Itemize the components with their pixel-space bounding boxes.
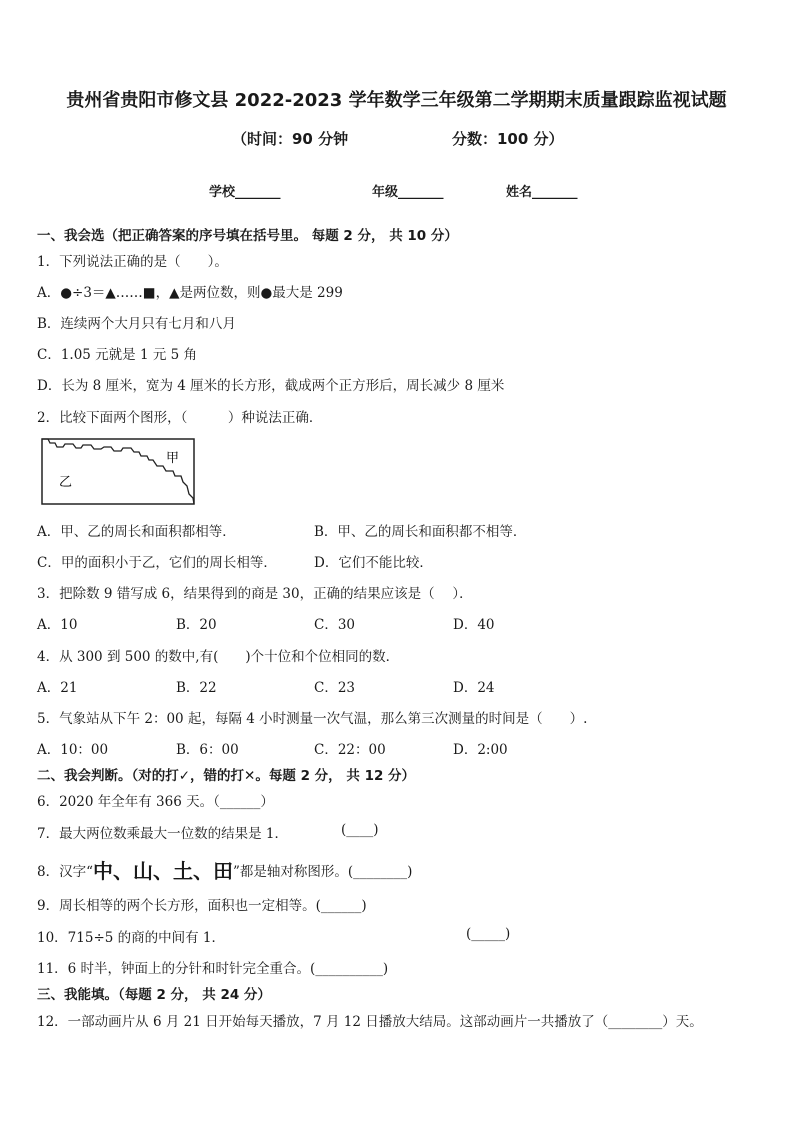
name-field: 姓名_______ xyxy=(506,185,578,200)
q3-option-c: C．30 xyxy=(314,617,356,633)
figure-dividing-line xyxy=(42,439,194,504)
q1-stem: 1．下列说法正确的是（ ）。 xyxy=(37,254,228,270)
q3-option-b: B．20 xyxy=(176,617,217,633)
q1-option-a: A．●÷3＝▲……■，▲是两位数，则●最大是 299 xyxy=(37,285,343,301)
q11: 11．6 时半，钟面上的分针和时针完全重合。(__________) xyxy=(37,961,389,977)
q12: 12．一部动画片从 6 月 21 日开始每天播放，7 月 12 日播放大结局。这部动画片一共播放了（________）天。 xyxy=(37,1014,703,1030)
q7: 7．最大两位数乘最大一位数的结果是 1． xyxy=(37,826,288,842)
q6: 6．2020 年全年有 366 天。（______） xyxy=(37,794,274,810)
section-2-heading: 二、我会判断。（对的打✓，错的打✕。每题 2 分， 共 12 分） xyxy=(37,768,416,784)
q3-option-d: D．40 xyxy=(453,617,495,633)
q5-option-b: B．6：00 xyxy=(176,742,239,758)
figure-label-yi: 乙 xyxy=(59,475,73,490)
q1-option-b: B．连续两个大月只有七月和八月 xyxy=(37,316,236,332)
q1-option-c: C．1.05 元就是 1 元 5 角 xyxy=(37,347,198,363)
q8 xyxy=(37,855,412,884)
q3-option-a: A．10 xyxy=(37,617,78,633)
q2-stem: 2．比较下面两个图形，（ ）种说法正确． xyxy=(37,410,323,426)
time-limit: （时间：90 分钟 xyxy=(232,130,349,148)
q7-answer-blank: (____) xyxy=(341,822,379,838)
q2-option-b: B．甲、乙的周长和面积都不相等． xyxy=(314,524,527,540)
q2-option-d: D．它们不能比较． xyxy=(314,555,433,571)
q10: 10．715÷5 的商的中间有 1． xyxy=(37,930,226,946)
q3-stem: 3．把除数 9 错写成 6，结果得到的商是 30，正确的结果应该是（ ）． xyxy=(37,586,473,602)
q10-answer-blank: (_____) xyxy=(466,926,511,942)
figure-label-jia: 甲 xyxy=(166,451,180,466)
q8-prefix: 8．汉字“ xyxy=(37,864,93,880)
grade-field: 年级_______ xyxy=(372,185,444,200)
q9: 9．周长相等的两个长方形，面积也一定相等。(______) xyxy=(37,898,367,914)
school-field: 学校_______ xyxy=(209,185,281,200)
q4-option-a: A．21 xyxy=(37,680,78,696)
total-score: 分数：100 分） xyxy=(452,130,564,148)
page-title: 贵州省贵阳市修文县 2022-2023 学年数学三年级第二学期期末质量跟踪监视试题 xyxy=(66,90,727,111)
q5-stem: 5．气象站从下午 2：00 起，每隔 4 小时测量一次气温，那么第三次测量的时间是（ ）. xyxy=(37,711,588,727)
section-3-heading: 三、我能填。（每题 2 分， 共 24 分） xyxy=(37,987,271,1003)
q5-option-a: A．10：00 xyxy=(37,742,109,758)
section-1-heading: 一、我会选（把正确答案的序号填在括号里。 每题 2 分， 共 10 分） xyxy=(37,228,458,244)
q4-option-c: C．23 xyxy=(314,680,356,696)
q8-suffix: ”都是轴对称图形。(________) xyxy=(233,864,413,880)
q4-stem: 4．从 300 到 500 的数中,有( )个十位和个位相同的数． xyxy=(37,649,400,665)
q5-option-d: D．2:00 xyxy=(453,742,508,758)
q8-characters: 中、山、土、田 xyxy=(93,859,233,883)
q4-option-b: B．22 xyxy=(176,680,217,696)
q4-option-d: D．24 xyxy=(453,680,495,696)
q2-option-a: A．甲、乙的周长和面积都相等． xyxy=(37,524,236,540)
q2-option-c: C．甲的面积小于乙，它们的周长相等． xyxy=(37,555,277,571)
q5-option-c: C．22：00 xyxy=(314,742,386,758)
q1-option-d: D．长为 8 厘米，宽为 4 厘米的长方形，截成两个正方形后，周长减少 8 厘米 xyxy=(37,378,505,394)
q2-figure xyxy=(41,438,195,505)
